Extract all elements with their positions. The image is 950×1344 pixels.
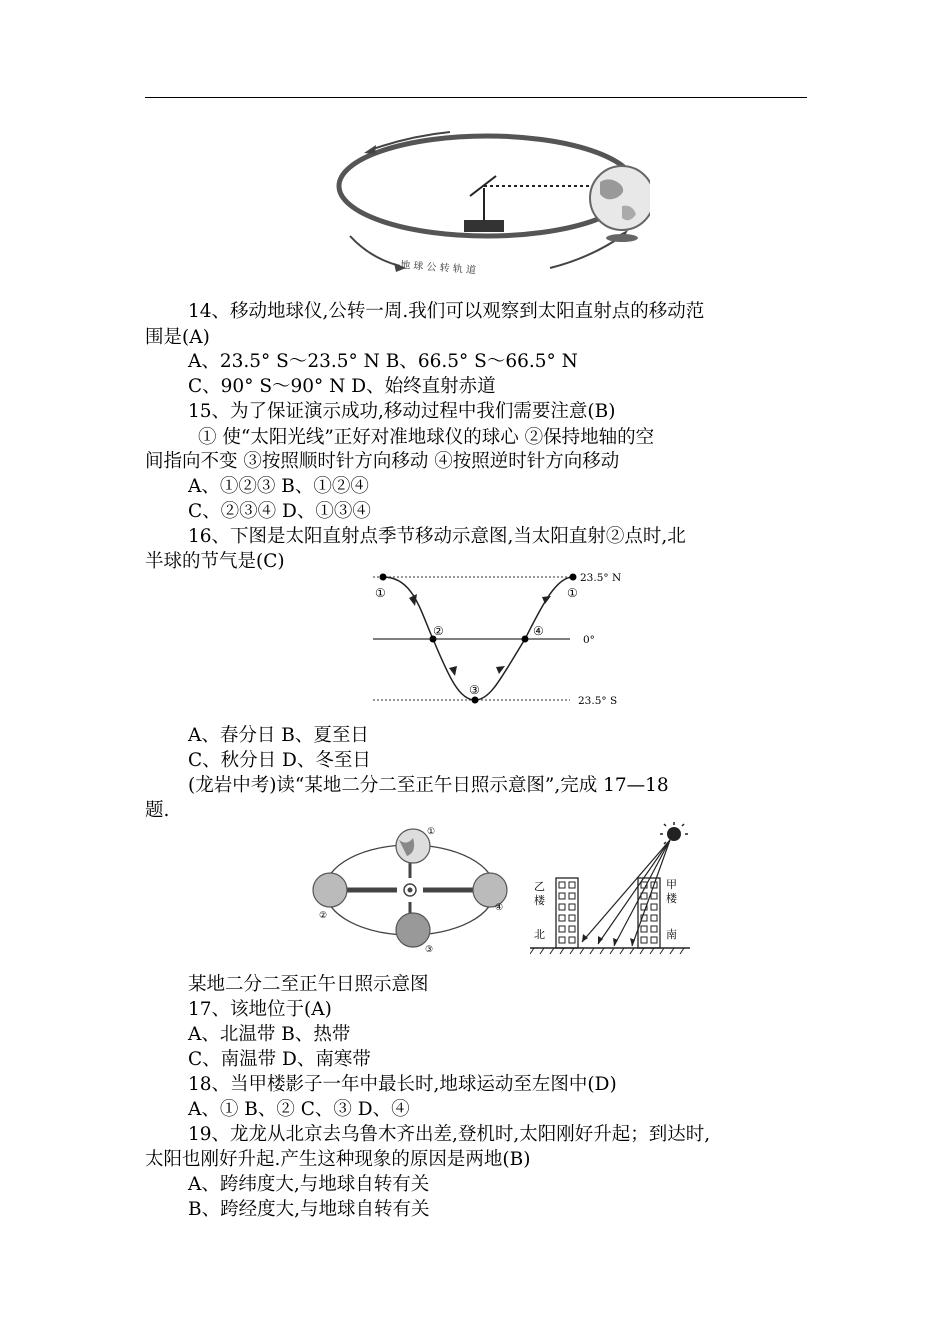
intro-line1: (龙岩中考)读“某地二分二至正午日照示意图”,完成 17—18 [188,775,669,796]
q14-stem: 14、移动地球仪,公转一周.我们可以观察到太阳直射点的移动范 [188,301,705,322]
q15-line2: ① 使“太阳光线”正好对准地球仪的球心 ②保持地轴的空 [198,427,655,448]
bldg-jia-char2: 楼 [666,892,677,905]
q15-line3: 间指向不变 ③按照顺时针方向移动 ④按照逆时针方向移动 [145,451,620,472]
point-1-right: ① [567,586,578,600]
orbit-positions-figure [305,822,520,957]
q19-option-b: B、跨经度大,与地球自转有关 [188,1199,430,1220]
figure-caption: 某地二分二至正午日照示意图 [188,974,429,995]
orbit-pos-2: ② [319,911,328,921]
q15-options-cd: C、②③④ D、①③④ [188,501,371,522]
bldg-yi-char2: 楼 [534,894,545,907]
bldg-jia-char1: 甲 [666,878,677,891]
q19-stem-cont: 太阳也刚好升起.产生这种现象的原因是两地(B) [145,1149,531,1170]
orbit-pos-3: ③ [425,945,434,955]
lat-equator-label: 0° [583,634,595,646]
orbit-pos-1: ① [427,827,436,837]
orbit-pos-4: ④ [495,903,504,913]
q14-stem-cont: 围是(A) [145,327,210,348]
q17-options-cd: C、南温带 D、南寒带 [188,1049,371,1070]
q17-stem: 17、该地位于(A) [188,999,332,1020]
q15-stem: 15、为了保证演示成功,移动过程中我们需要注意(B) [188,401,616,422]
q19-stem: 19、龙龙从北京去乌鲁木齐出差,登机时,太阳刚好升起；到达时, [188,1124,711,1145]
q18-options: A、① B、② C、③ D、④ [188,1099,410,1120]
point-1-left: ① [375,586,386,600]
q19-option-a: A、跨纬度大,与地球自转有关 [188,1174,430,1195]
q17-options-ab: A、北温带 B、热带 [188,1024,351,1045]
q14-options-ab: A、23.5° S～23.5° N B、66.5° S～66.5° N [188,351,578,372]
lat-north-label: 23.5° N [580,572,622,584]
intro-line2: 题. [145,800,170,821]
buildings-shadow-figure [530,822,700,957]
orbit-label: 地 球 公 转 轨 道 [399,260,477,277]
point-4: ④ [533,624,544,638]
q16-options-cd: C、秋分日 D、冬至日 [188,750,371,771]
q16-stem: 16、下图是太阳直射点季节移动示意图,当太阳直射②点时,北 [188,526,686,547]
q14-options-cd: C、90° S～90° N D、始终直射赤道 [188,376,496,397]
lat-south-label: 23.5° S [578,695,618,707]
q16-stem-cont: 半球的节气是(C) [145,551,285,572]
sun-point-movement-figure [365,570,635,710]
q15-options-ab: A、①②③ B、①②④ [188,476,369,497]
point-3: ③ [469,683,480,697]
point-2: ② [433,624,444,638]
bldg-yi-char1: 乙 [534,880,545,893]
q16-options-ab: A、春分日 B、夏至日 [188,725,369,746]
bldg-north-label: 北 [534,928,545,941]
q18-stem: 18、当甲楼影子一年中最长时,地球运动至左图中(D) [188,1074,617,1095]
bldg-south-label: 南 [666,928,677,941]
